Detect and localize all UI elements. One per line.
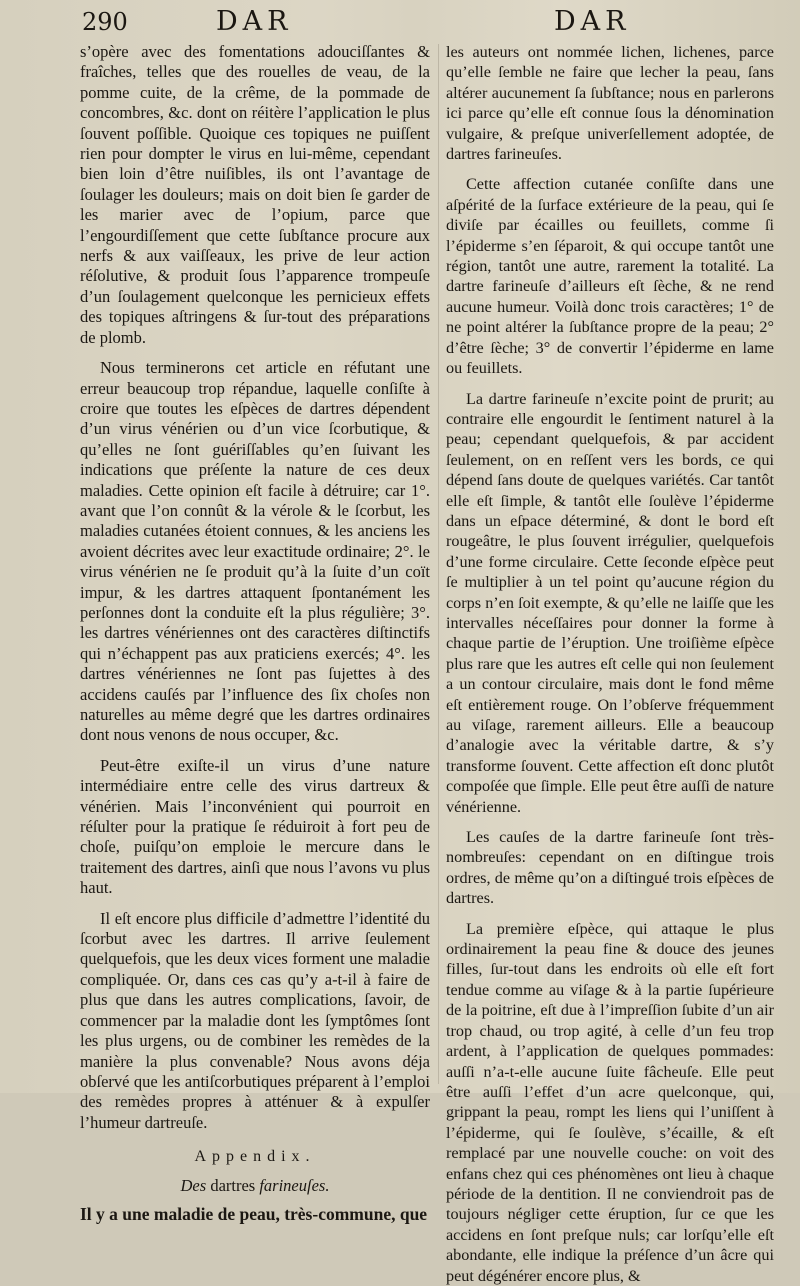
paragraph: les auteurs ont nommée lichen, lichenes, parce qu’elle ſemble ne faire que lecher la peau, ſans altérer aucunement ſa ſubſtance; nous en parlerons ici parce qu’elle eſt connue ſous la dénomination vulgaire, & preſque univerſellement adoptée, de dartres farineuſes. [446,43,774,164]
paragraph: Peut-être exiſte-il un virus d’une nature intermédiaire entre celle des virus dartreux & vénérien. Mais l’inconvénient qui pourroit en réſulter pour la pratique ſe réduiroit à fort peu de choſe, puiſqu’on emploie le mercure dans le traitement des dartres, ainſi que nous l’avons vu plus haut. [80,755,430,898]
appendix-subtitle [80,1176,430,1196]
appendix-heading: Appendix. [194,1148,316,1166]
left-column [80,42,430,1224]
column-divider [438,44,439,1084]
paragraph: La première eſpèce, qui attaque le plus ordinairement la peau fine & douce des jeunes filles, ſur-tout dans les endroits où elle eſt fort tendue comme au viſage & à la partie ſupérieure de la poitrine, eſt due à l’impreſſion ſubite d’un air trop chaud, ou trop agité, à celle d’un feu trop ardent, à l’application de quelques pommades: auſſi n’a-t-elle aucune ſuite fâcheuſe. Elle peut être auſſi l’effet d’un acre quelconque, qui, grippant la peau, rompt les liens qui l’uniſſent à l’épiderme, qui ſe ſoulève, s’écaille, & eſt remplacé par une nouvelle couche: on voit des enfans chez qui ces phénomènes ont lieu à chaque période de la dentition. Il ne conviendroit pas de toujours négliger cette éruption, ſur ce que les accidens en ſont preſque nuls; car lorſqu’elle eſt abondante, elle indique la préſence d’un âcre qui peut dégénérer encore plus, & [446,919,774,1285]
paragraph: Il eſt encore plus difficile d’admettre l’identité du ſcorbut avec les dartres. Il arrive ſeulement quelquefois, que les deux vices forment une maladie compliquée. Or, dans ces cas qu’y a-t-il à faire de plus que dans les autres complications, ſavoir, de commencer par la maladie dont les ſymptômes ſont les plus urgens, ou de combiner les remèdes de la manière la plus convenable? Nous avons déja obſervé que les antiſcorbutiques préparent à l’emploi des remèdes propres à atténuer & à expulſer l’humeur dartreuſe. [80,908,430,1132]
subtitle-prefix: Des [180,1175,207,1195]
paragraph: Cette affection cutanée conſiſte dans une aſpérité de la ſurface extérieure de la peau, qui ſe diviſe par écailles ou feuillets, comme ſi l’épiderme s’en ſéparoit, & qui occupe tantôt une région, tantôt une autre, rarement la totalité. La dartre farineuſe d’ailleurs eſt ſèche, & ne rend aucune humeur. Voilà donc trois caractères; 1° de ne point altérer la ſubſtance propre de la peau; 2° d’être ſèche; 3° de convertir l’épiderme en lame ou feuillets. [446,175,774,378]
subtitle-roman: dartres [210,1175,256,1195]
paragraph: La dartre farineuſe n’excite point de prurit; au contraire elle engourdit le ſentiment naturel à la peau; cependant quelquefois, & par accident ſeulement, on en reſſent vers les bords, ce qui dépend ſans doute de quelques variétés. Car tantôt elle eſt ſimple, & tantôt elle ſoulève l’épiderme dans un eſpace déterminé, & dont le bord eſt rougeâtre, le plus ſouvent irrégulier, quelquefois d’une forme circulaire. Cette ſeconde eſpèce peut ſe multiplier à un tel point qu’aucune région du corps n’en ſoit exempte, & qu’elle ne laiſſe que les intervalles néceſſaires pour donner la forme à chaque partie de l’éruption. Une troiſième eſpèce plus rare que les autres eſt celle qui non ſeulement a un contour circulaire, mais dont le fond même eſt entièrement rouge. On l’obſerve fréquemment au viſage, rarement ailleurs. Elle a beaucoup d’analogie avec la véritable dartre, & s’y transforme ſouvent. Cette affection eſt donc plutôt compoſée que ſimple. Elle peut être auſſi de nature vénérienne. [446,389,774,816]
appendix-first-line: Il y a une maladie de peau, très-commune, que [80,1203,428,1224]
paragraph: s’opère avec des fomentations adouciſſantes & fraîches, telles que des rouelles de veau, de la pomme cuite, de la crême, de la pommade de concombres, &c. dont on réitère l’application le plus ſouvent poſſible. Quoique ces topiques ne puiſſent rien pour dompter le virus en lui-même, cependant bien loin d’être nuiſibles, ils ont l’avantage de ſoulager les douleurs; mais on doit bien ſe garder de les marier avec de l’opium, parce que l’engourdiſſement que cette ſubſtance procure aux nerfs & aux vaiſſeaux, les prive de leur action réſolutive, & produit ſous l’apparence trompeuſe d’un ſoulagement quelconque les pernicieux effets des topiques aſtringens & ſur-tout des préparations de plomb. [80,42,430,347]
running-head-right: DAR [554,6,631,37]
paragraph: Nous terminerons cet article en réfutant une erreur beaucoup trop répandue, laquelle conſiſte à croire que toutes les eſpèces de dartres dépendent d’un virus vénérien ou d’un vice ſcorbutique, & qu’elles ne ſont guériſſables qu’en ſuivant les indications que préſente la nature de ces deux maladies. Cette opinion eſt facile à détruire; car 1°. avant que l’on connût & la vérole & le ſcorbut, les maladies cutanées étoient connues, & les anciens les avoient décrites avec leur exactitude ordinaire; 2°. le virus vénérien ne ſe produit qu’à la ſuite d’un coït impur, & les dartres attaquent ſpontanément les perſonnes dont la conduite eſt la plus régulière; 3°. les dartres vénériennes ont des caractères diſtinctifs qui n’échappent pas aux praticiens exercés; 4°. les dartres vénériennes ne ſont pas ſujettes à des accidens cauſés par l’influence des ſix choſes non naturelles au même degré que les dartres ordinaires dont nous venons de nous occuper, &c. [80,358,430,745]
running-head-left: DAR [216,6,293,37]
paragraph: Les cauſes de la dartre farineuſe ſont très-nombreuſes: cependant on en diſtingue trois ordres, de même qu’on a diſtingué trois eſpèces de dartres. [446,828,774,908]
right-column [446,42,774,1285]
page-number: 290 [82,8,128,36]
page-header [0,6,800,40]
subtitle-suffix: farineuſes. [259,1175,330,1195]
